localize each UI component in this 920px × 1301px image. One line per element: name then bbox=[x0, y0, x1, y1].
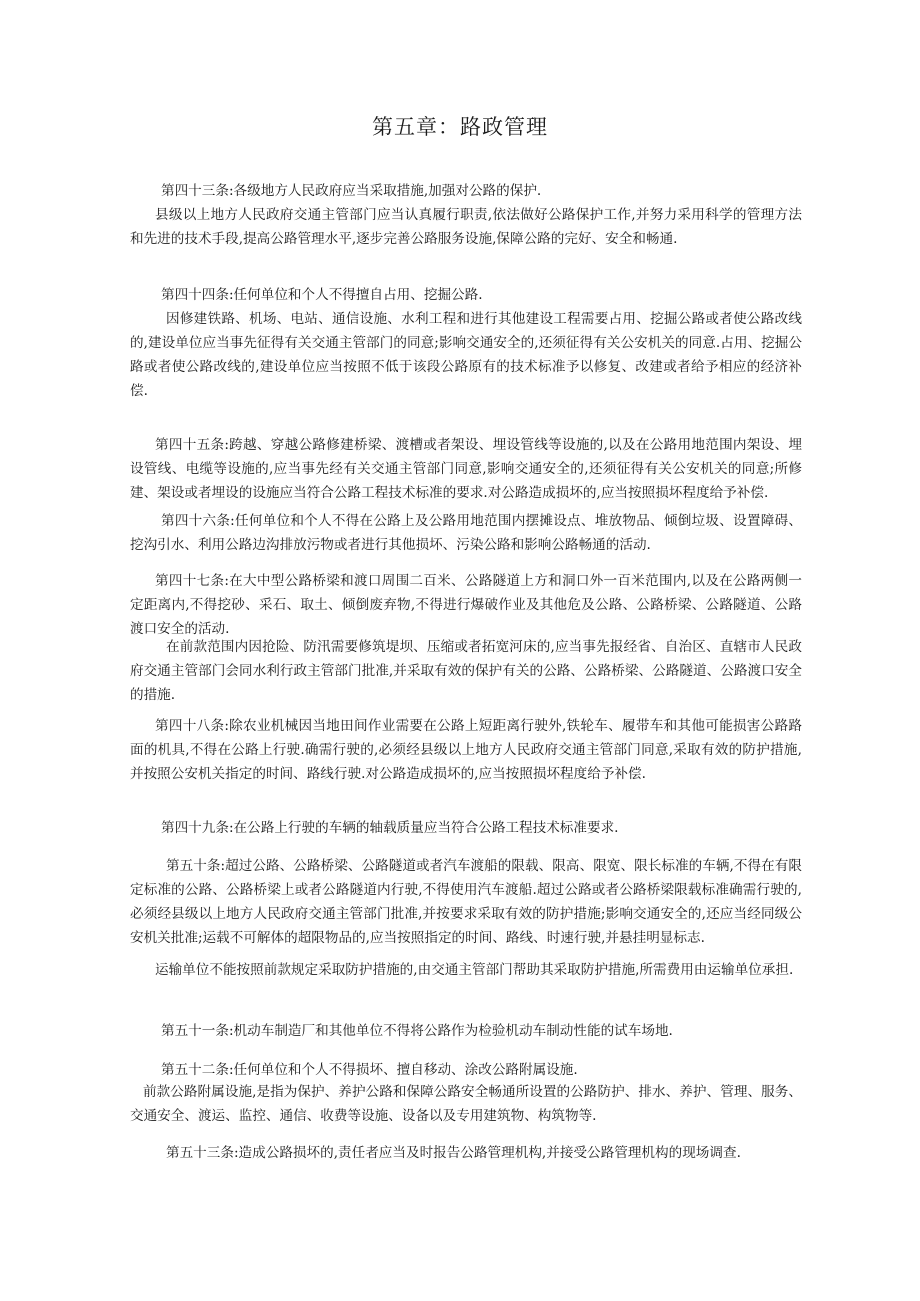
chapter-title: 第五章：路政管理 bbox=[372, 115, 548, 139]
article-52: 第五十二条:任何单位和个人不得损坏、擅自移动、涂改公路附属设施. bbox=[161, 1062, 578, 1078]
article-47: 第四十七条:在大中型公路桥梁和渡口周围二百米、公路隧道上方和洞口外一百米范围内,以及在公路两侧一定距离内,不得挖砂、采石、取土、倾倒废弃物,不得进行爆破作业及其他危及公路、公路桥梁、公路隧道、公路渡口安全的活动. bbox=[130, 573, 802, 637]
article-46: 第四十六条:任何单位和个人不得在公路上及公路用地范围内摆摊设点、堆放物品、倾倒垃圾、设置障碍、挖沟引水、利用公路边沟排放污物或者进行其他损坏、污染公路和影响公路畅通的活动. bbox=[130, 513, 802, 553]
article-47-para-2: 在前款范围内因抢险、防汛需要修筑堤坝、压缩或者拓宽河床的,应当事先报经省、自治区、直辖市人民政府交通主管部门会同水利行政主管部门批准,并采取有效的保护有关的公路、公路桥梁、公路隧道、公路渡口安全的措施. bbox=[130, 639, 802, 703]
article-45: 第四十五条:跨越、穿越公路修建桥梁、渡槽或者架设、埋设管线等设施的,以及在公路用地范围内架设、埋设管线、电缆等设施的,应当事先经有关交通主管部门同意,影响交通安全的,还须征得有关公安机关的同意;所修建、架设或者埋设的设施应当符合公路工程技术标准的要求.对公路造成损坏的,应当按照损坏程度给予补偿. bbox=[130, 437, 802, 501]
article-50: 第五十条:超过公路、公路桥梁、公路隧道或者汽车渡船的限载、限高、限宽、限长标准的车辆,不得在有限定标准的公路、公路桥梁上或者公路隧道内行驶,不得使用汽车渡船.超过公路或者公路桥梁限载标准确需行驶的,必须经县级以上地方人民政府交通主管部门批准,并按要求采取有效的防护措施;影响交通安全的,还应当经同级公安机关批准;运载不可解体的超限物品的,应当按照指定的时间、路线、时速行驶,并悬挂明显标志. bbox=[130, 858, 802, 946]
article-48: 第四十八条:除农业机械因当地田间作业需要在公路上短距离行驶外,铁轮车、履带车和其他可能损害公路路面的机具,不得在公路上行驶.确需行驶的,必须经县级以上地方人民政府交通主管部门同意,采取有效的防护措施,并按照公安机关指定的时间、路线行驶.对公路造成损坏的,应当按照损坏程度给予补偿. bbox=[130, 718, 802, 782]
article-53: 第五十三条:造成公路损坏的,责任者应当及时报告公路管理机构,并接受公路管理机构的现场调查. bbox=[166, 1145, 741, 1161]
article-50-para-2: 运输单位不能按照前款规定采取防护措施的,由交通主管部门帮助其采取防护措施,所需费用由运输单位承担. bbox=[155, 962, 794, 978]
article-44: 第四十四条:任何单位和个人不得擅自占用、挖掘公路. bbox=[161, 287, 483, 303]
article-43: 第四十三条:各级地方人民政府应当采取措施,加强对公路的保护. bbox=[161, 183, 542, 199]
article-52-para-2: 前款公路附属设施,是指为保护、养护公路和保障公路安全畅通所设置的公路防护、排水、养护、管理、服务、交通安全、渡运、监控、通信、收费等设施、设备以及专用建筑物、构筑物等. bbox=[130, 1084, 802, 1124]
article-49: 第四十九条:在公路上行驶的车辆的轴载质量应当符合公路工程技术标准要求. bbox=[161, 820, 619, 836]
article-51: 第五十一条:机动车制造厂和其他单位不得将公路作为检验机动车制动性能的试车场地. bbox=[161, 1023, 673, 1039]
article-44-para-2: 因修建铁路、机场、电站、通信设施、水利工程和进行其他建设工程需要占用、挖掘公路或者使公路改线的,建设单位应当事先征得有关交通主管部门的同意;影响交通安全的,还须征得有关公安机关的同意.占用、挖掘公路或者使公路改线的,建设单位应当按照不低于该段公路原有的技术标准予以修复、改建或者给予相应的经济补偿. bbox=[130, 311, 802, 399]
article-43-para-2: 县级以上地方人民政府交通主管部门应当认真履行职责,依法做好公路保护工作,并努力采用科学的管理方法和先进的技术手段,提高公路管理水平,逐步完善公路服务设施,保障公路的完好、安全和畅通. bbox=[130, 207, 802, 247]
